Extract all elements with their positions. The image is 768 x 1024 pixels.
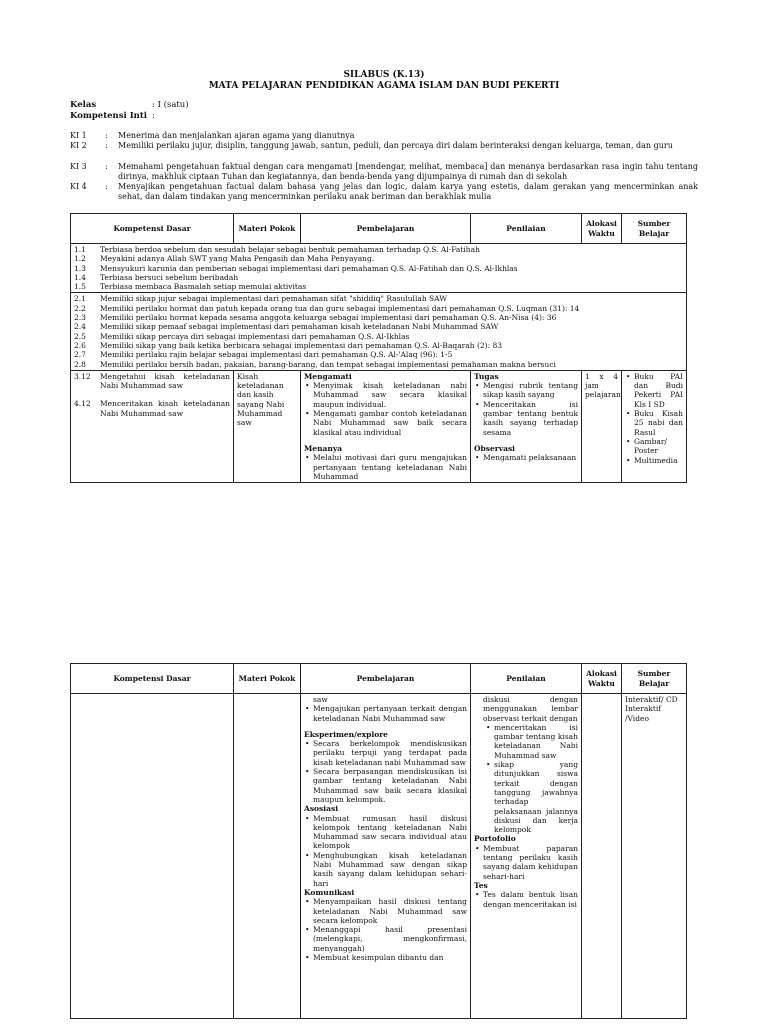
kd-number: 2.4 bbox=[74, 322, 86, 332]
activity-list bbox=[304, 739, 467, 804]
source-list bbox=[625, 372, 683, 465]
list-item: • Multimedia bbox=[634, 456, 683, 465]
ki-label: KI 1 bbox=[70, 131, 87, 140]
list-item: • Membuat paparan tentang perilaku kasih sayang dalam kehidupan sehari-hari bbox=[483, 844, 578, 881]
kd-item bbox=[74, 254, 683, 263]
kd-item bbox=[74, 399, 230, 418]
list-item: • Mengamati gambar contoh keteladanan Nabi Muhammad saw baik secara klasikal atau individual bbox=[313, 409, 467, 437]
penilaian-content bbox=[474, 695, 578, 1017]
activity-list bbox=[304, 814, 467, 888]
kd-item bbox=[74, 313, 683, 322]
ki-text: Menerima dan menjalankan ajaran agama yang dianutnya bbox=[118, 131, 355, 140]
materi-text: Kisah keteladanan dan kasih sayang Nabi Muhammad saw bbox=[237, 371, 285, 428]
kd-group-2 bbox=[71, 293, 687, 370]
kd-group-1-row bbox=[71, 244, 687, 293]
kd-text: Terbiasa berdoa sebelum dan sesudah belajar sebagai bentuk pemahaman terhadap Q.S. Al-Fatihah bbox=[100, 245, 480, 254]
kd-item bbox=[74, 360, 683, 369]
assessment-list bbox=[474, 890, 578, 909]
syllabus-table-2 bbox=[70, 663, 687, 1019]
ki-heading-label: Kompetensi Inti bbox=[70, 111, 148, 121]
header-alokasi-waktu: Alokasi Waktu bbox=[582, 664, 622, 694]
assessment-list bbox=[474, 844, 578, 881]
list-item: • menceritakan isi gambar tentang kisah keteladanan Nabi Muhammad saw bbox=[494, 723, 578, 760]
kd-item bbox=[74, 294, 683, 303]
kd-text: Memiliki sikap jujur sebagai implementasi dari pemahaman sifat "shiddiq" Rasulullah SAW bbox=[100, 294, 448, 304]
section-heading: Tugas bbox=[474, 371, 499, 381]
kelas-value: I (satu) bbox=[157, 100, 189, 110]
syllabus-table-1 bbox=[70, 213, 687, 483]
continued-text: saw bbox=[313, 695, 328, 704]
penilaian-cell bbox=[471, 370, 582, 482]
continued-text: diskusi dengan menggunakan lembar observasi terkait dengan bbox=[483, 695, 578, 723]
list-item: • Membuat rumusan hasil diskusi kelompok tentang keteladanan Nabi Muhammad saw secara individual atau kelompok bbox=[313, 814, 467, 851]
section-heading: Observasi bbox=[474, 443, 516, 453]
ki-colon: : bbox=[105, 131, 108, 140]
list-item: • Mengisi rubrik tentang sikap kasih sayang bbox=[483, 381, 578, 400]
assessment-list bbox=[474, 723, 578, 835]
kd-number: 4.12 bbox=[74, 399, 91, 409]
kd-number: 2.6 bbox=[74, 340, 86, 350]
list-item: • Buku PAI dan Budi Pekerti PAI Kls I SD bbox=[634, 372, 683, 409]
activity-list bbox=[304, 704, 467, 723]
kd-item bbox=[74, 350, 683, 359]
ki-text: Memiliki perilaku jujur, disiplin, tanggung jawab, santun, peduli, dan percaya diri dalam berinteraksi dengan keluarga, teman, dan guru bbox=[118, 141, 673, 150]
content-row-1 bbox=[71, 370, 687, 482]
kd-text: Memiliki perilaku rajin belajar sebagai implementasi dari pemahaman Q.S. Al-'Alaq (96): 1-5 bbox=[100, 350, 453, 360]
header-penilaian: Penilaian bbox=[471, 214, 582, 244]
kd-text: Memiliki perilaku hormat kepada sesama anggota keluarga sebagai implementasi dari pemahaman Q.S. An-Nisa (4): 36 bbox=[100, 313, 557, 323]
list-item: • Menanggapi hasil presentasi (melengkapi, mengkonfirmasi, menyanggah) bbox=[313, 925, 467, 953]
list-item: • Melalui motivasi dari guru mengajukan pertanyaan tentang keteladanan Nabi Muhammad bbox=[313, 453, 467, 481]
kd-text: Mensyukuri karunia dan pemberian sebagai implementasi dari pemahaman Q.S. Al-Fatihah dan Q.S. Al-Ikhlas bbox=[100, 263, 518, 273]
ki-text: Menyajikan pengetahuan factual dalam bahasa yang jelas dan logic, dalam karya yang estetis, dalam gerakan yang mencerminkan anak sehat, dan dalam tindakan yang mencerminkan perilaku anak beriman dan berakhlak mulia bbox=[118, 182, 698, 201]
sumber-text: Interaktif/ CD Interaktif /Video bbox=[625, 695, 678, 723]
kd-cell bbox=[71, 370, 234, 482]
alokasi-cell bbox=[582, 370, 622, 482]
kd-number: 2.3 bbox=[74, 313, 86, 323]
section-heading: Komunikasi bbox=[304, 887, 355, 897]
pembelajaran-cell bbox=[301, 370, 471, 482]
kd-number: 1.4 bbox=[74, 272, 86, 282]
list-item: • Secara berkelompok mendiskusikan perilaku terpuji yang terdapat pada kisah keteladanan nabi Muhammad saw bbox=[313, 739, 467, 767]
kd-text: Memiliki sikap percaya diri sebagai implementasi dari pemahaman Q.S. Al-Ikhlas bbox=[100, 331, 410, 341]
section-heading: Asosiasi bbox=[304, 804, 339, 814]
list-item: • Mengajukan pertanyaan terkait dengan keteladanan Nabi Muhammad saw bbox=[313, 704, 467, 723]
kd-number: 2.1 bbox=[74, 294, 86, 304]
kd-item bbox=[74, 273, 683, 282]
ki-label: KI 4 bbox=[70, 182, 87, 191]
header-sumber-belajar: Sumber Belajar bbox=[622, 664, 687, 694]
materi-cell bbox=[234, 370, 301, 482]
kd-text: Memiliki sikap pemaaf sebagai implementasi dari pemahaman kisah keteladanan Nabi Muhammad SAW bbox=[100, 322, 499, 332]
header-kompetensi-dasar: Kompetensi Dasar bbox=[71, 664, 234, 694]
sumber-cell bbox=[622, 370, 687, 482]
list-item: • Mengamati pelaksanaan bbox=[483, 453, 578, 462]
kd-cell bbox=[71, 694, 234, 1019]
header-pembelajaran: Pembelajaran bbox=[301, 214, 471, 244]
kelas-label: Kelas bbox=[70, 100, 97, 110]
kd-number: 1.1 bbox=[74, 245, 86, 254]
section-heading: Menanya bbox=[304, 443, 343, 453]
kd-text: Memiliki perilaku hormat dan patuh kepada orang tua dan guru sebagai implementasi dari pemahaman Q.S. Luqman (31): 14 bbox=[100, 303, 580, 313]
ki-label: KI 3 bbox=[70, 162, 87, 171]
section-heading: Mengamati bbox=[304, 371, 352, 381]
materi-cell bbox=[234, 694, 301, 1019]
table-header-row bbox=[71, 214, 687, 244]
penilaian-cell bbox=[471, 694, 582, 1019]
section-heading: Eksperimen/explore bbox=[304, 729, 388, 739]
assessment-list bbox=[474, 381, 578, 437]
ki-heading-line bbox=[70, 111, 155, 122]
alokasi-cell bbox=[582, 694, 622, 1019]
sumber-cell bbox=[622, 694, 687, 1019]
alokasi-text: 1 x 4 jam pelajaran bbox=[585, 371, 621, 400]
kd-item bbox=[74, 322, 683, 331]
kd-number: 2.7 bbox=[74, 350, 86, 360]
pembelajaran-cell bbox=[301, 694, 471, 1019]
kd-item bbox=[74, 282, 683, 291]
header-pembelajaran: Pembelajaran bbox=[301, 664, 471, 694]
list-item: • Menyampaikan hasil diskusi tentang keteladanan Nabi Muhammad saw secara kelompok bbox=[313, 897, 467, 925]
kd-number: 2.5 bbox=[74, 331, 86, 341]
header-sumber-belajar: Sumber Belajar bbox=[622, 214, 687, 244]
list-item: • Buku Kisah 25 nabi dan Rasul bbox=[634, 409, 683, 437]
kd-number: 1.5 bbox=[74, 282, 86, 292]
list-item: • Secara berpasangan mendiskusikan isi gambar tentang keteladanan Nabi Muhammad saw baik secara klasikal maupun kelompok. bbox=[313, 767, 467, 804]
header-materi-pokok: Materi Pokok bbox=[234, 214, 301, 244]
ki-heading-colon: : bbox=[152, 111, 155, 121]
kd-item bbox=[74, 245, 683, 254]
kd-text: Meyakini adanya Allah SWT yang Maha Pengasih dan Maha Penyayang. bbox=[100, 254, 375, 264]
kd-number: 2.8 bbox=[74, 359, 86, 369]
ki-label: KI 2 bbox=[70, 141, 87, 150]
list-item: • Menghubungkan kisah keteladanan Nabi Muhammad saw dengan sikap kasih sayang dalam kehidupan sehari-hari bbox=[313, 851, 467, 888]
document-subtitle: MATA PELAJARAN PENDIDIKAN AGAMA ISLAM DAN BUDI PEKERTI bbox=[208, 81, 560, 91]
ki-colon: : bbox=[105, 182, 108, 191]
kd-group-2-row bbox=[71, 293, 687, 370]
ki-colon: : bbox=[105, 141, 108, 150]
kd-item bbox=[74, 304, 683, 313]
kd-text: Terbiasa bersuci sebelum beribadah bbox=[100, 272, 239, 282]
header-penilaian: Penilaian bbox=[471, 664, 582, 694]
activity-list bbox=[304, 897, 467, 962]
list-item: • Menyimak kisah keteladanan nabi Muhammad saw secara klasikal maupun individual. bbox=[313, 381, 467, 409]
kd-text: Terbiasa membaca Basmalah setiap memulai aktivitas bbox=[100, 282, 307, 292]
header-materi-pokok: Materi Pokok bbox=[234, 664, 301, 694]
list-item: • Gambar/ Poster bbox=[634, 437, 683, 456]
list-item: • sikap yang ditunjukkan siswa terkait dengan tanggung jawabnya terhadap pelaksanaan jalannya diskusi dan kerja kelompok bbox=[494, 760, 578, 834]
kd-number: 1.2 bbox=[74, 254, 86, 264]
kelas-line bbox=[70, 100, 189, 111]
list-item: • Menceritakan isi gambar tentang bentuk kasih sayang terhadap sesama bbox=[483, 400, 578, 437]
header-alokasi-waktu: Alokasi Waktu bbox=[582, 214, 622, 244]
kd-item bbox=[74, 372, 230, 391]
section-heading: Portofolio bbox=[474, 834, 516, 844]
list-item: • Tes dalam bentuk lisan dengan menceritakan isi bbox=[483, 890, 578, 909]
ki-colon: : bbox=[105, 162, 108, 171]
ki-text: Memahami pengetahuan faktual dengan cara mengamati [mendengar, melihat, membaca] dan menanya berdasarkan rasa ingin tahu tentang dirinya, makhluk ciptaan Tuhan dan kegiatannya, dan benda-benda yang dijumpainya di rumah dan di sekolah bbox=[118, 162, 698, 181]
pembelajaran-content bbox=[304, 695, 467, 1017]
kd-text: Menceritakan kisah keteladanan Nabi Muhammad saw bbox=[100, 399, 230, 418]
kd-item bbox=[74, 341, 683, 350]
activity-list bbox=[304, 381, 467, 437]
assessment-list bbox=[474, 453, 578, 462]
kd-item bbox=[74, 332, 683, 341]
kd-text: Memiliki perilaku bersih badan, pakaian, barang-barang, dan tempat sebagai implementasi pemahaman makna bersuci bbox=[100, 359, 556, 369]
activity-list bbox=[304, 453, 467, 481]
kd-group-1 bbox=[71, 244, 687, 293]
section-heading: Tes bbox=[474, 880, 488, 890]
kd-text: Memiliki sikap yang baik ketika berbicara sebagai implementasi dari pemahaman Q.S. Al-Baqarah (2): 83 bbox=[100, 340, 503, 350]
kd-number: 1.3 bbox=[74, 263, 86, 273]
header-kompetensi-dasar: Kompetensi Dasar bbox=[71, 214, 234, 244]
table-header-row bbox=[71, 664, 687, 694]
kd-item bbox=[74, 264, 683, 273]
kd-number: 3.12 bbox=[74, 371, 91, 381]
kd-number: 2.2 bbox=[74, 303, 86, 313]
document-title: SILABUS (K.13) bbox=[343, 70, 425, 80]
list-item: • Membuat kesimpulan dibantu dan bbox=[313, 953, 467, 962]
content-row-2 bbox=[71, 694, 687, 1019]
kelas-colon: : bbox=[152, 100, 155, 110]
kd-text: Mengetahui kisah keteladanan Nabi Muhammad saw bbox=[100, 371, 230, 391]
